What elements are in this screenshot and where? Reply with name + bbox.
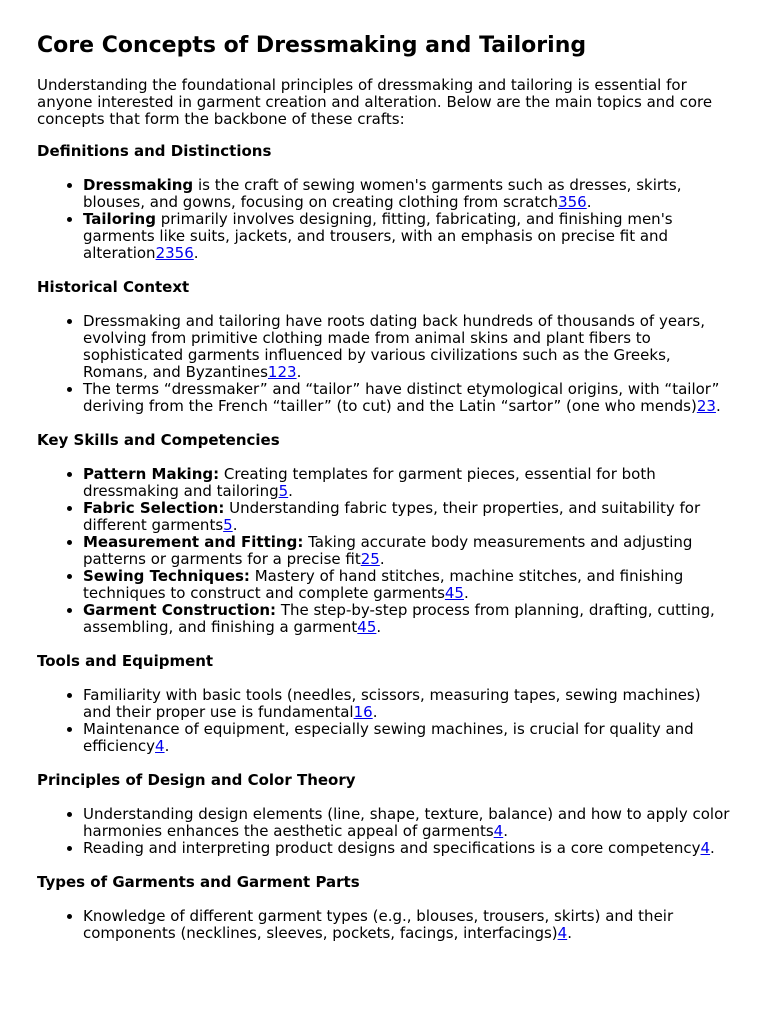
citation-link[interactable]: 4 — [557, 924, 568, 942]
list-item-punctuation: . — [372, 703, 378, 721]
citation-link[interactable]: 4 — [155, 737, 165, 755]
section-list — [37, 466, 731, 636]
list-item-punctuation: . — [463, 584, 469, 602]
citation-link[interactable]: 16 — [353, 703, 373, 721]
citation-link[interactable]: 2356 — [155, 244, 194, 262]
list-item-punctuation: . — [715, 397, 721, 415]
list-item — [83, 211, 731, 262]
list-item-text: Dressmaking and tailoring have roots dating back hundreds of thousands of years, evolving from primitive clothing made from animal skins and plant fibers to sophisticated garments influenced by various civilizations such as the Greeks, Romans, and Byzantines — [83, 312, 706, 381]
list-item-text: is the craft of sewing women's garments such as dresses, skirts, blouses, and gowns, focusing on creating clothing from scratch — [83, 176, 682, 211]
list-item-punctuation: . — [193, 244, 199, 262]
citation-link[interactable]: 4 — [700, 839, 711, 857]
list-item — [83, 806, 731, 840]
list-item — [83, 568, 731, 602]
list-item-punctuation: . — [503, 822, 508, 840]
citation-link[interactable]: 25 — [360, 550, 380, 568]
list-item-text: primarily involves designing, fitting, fabricating, and finishing men's garments like suits, jackets, and trousers, with an emphasis on precise fit and alteration — [83, 210, 673, 262]
section-list — [37, 908, 731, 942]
list-item-punctuation: . — [376, 618, 382, 636]
section-heading: Historical Context — [37, 278, 190, 296]
list-item-term: Pattern Making: — [83, 465, 220, 483]
list-item-punctuation: . — [567, 924, 572, 942]
citation-link[interactable]: 23 — [696, 397, 716, 415]
list-item — [83, 840, 731, 857]
list-item-term: Tailoring — [83, 210, 156, 228]
list-item-text: Maintenance of equipment, especially sewing machines, is crucial for quality and efficiency — [83, 720, 694, 755]
list-item — [83, 687, 731, 721]
section-list — [37, 687, 731, 755]
list-item-punctuation: . — [710, 839, 715, 857]
list-item — [83, 381, 731, 415]
list-item-text: The terms “dressmaker” and “tailor” have distinct etymological origins, with “tailor” deriving from the French “tailler” (to cut) and the Latin “sartor” (one who mends) — [83, 380, 720, 415]
list-item-term: Sewing Techniques: — [83, 567, 250, 585]
section-list — [37, 806, 731, 857]
list-item-text: The step-by-step process from planning, drafting, cutting, assembling, and finishing a garment — [83, 601, 715, 636]
citation-link[interactable]: 5 — [278, 482, 289, 500]
citation-link[interactable]: 123 — [267, 363, 297, 381]
list-item — [83, 908, 731, 942]
citation-link[interactable]: 4 — [493, 822, 504, 840]
section-heading: Principles of Design and Color Theory — [37, 771, 356, 789]
list-item-text: Reading and interpreting product designs and specifications is a core competency — [83, 839, 701, 857]
list-item — [83, 602, 731, 636]
list-item-term: Fabric Selection: — [83, 499, 225, 517]
list-item-punctuation: . — [164, 737, 170, 755]
sections-container — [37, 143, 731, 942]
list-item — [83, 177, 731, 211]
list-item — [83, 500, 731, 534]
list-item-text: Understanding design elements (line, shape, texture, balance) and how to apply color harmonies enhances the aesthetic appeal of garments — [83, 805, 730, 840]
list-item — [83, 466, 731, 500]
list-item-punctuation: . — [296, 363, 302, 381]
list-item-punctuation: . — [586, 193, 592, 211]
section-heading: Tools and Equipment — [37, 652, 214, 670]
citation-link[interactable]: 45 — [444, 584, 464, 602]
page-title: Core Concepts of Dressmaking and Tailoring — [37, 33, 587, 58]
list-item-text: Taking accurate body measurements and adjusting patterns or garments for a precise fit — [83, 533, 693, 568]
list-item — [83, 721, 731, 755]
section-heading: Types of Garments and Garment Parts — [37, 873, 360, 891]
list-item — [83, 313, 731, 381]
section-list — [37, 177, 731, 262]
citation-link[interactable]: 5 — [223, 516, 233, 534]
list-item-term: Dressmaking — [83, 176, 194, 194]
list-item-text: Mastery of hand stitches, machine stitches, and finishing techniques to construct and complete garments — [83, 567, 684, 602]
list-item-term: Measurement and Fitting: — [83, 533, 304, 551]
list-item-term: Garment Construction: — [83, 601, 277, 619]
citation-link[interactable]: 45 — [357, 618, 377, 636]
list-item-punctuation: . — [232, 516, 238, 534]
list-item-punctuation: . — [379, 550, 385, 568]
list-item-text: Knowledge of different garment types (e.g., blouses, trousers, skirts) and their components (necklines, sleeves, pockets, facings, interfacings) — [83, 907, 674, 942]
section-heading: Key Skills and Competencies — [37, 431, 280, 449]
citation-link[interactable]: 356 — [558, 193, 587, 211]
section-heading: Definitions and Distinctions — [37, 142, 272, 160]
section-list — [37, 313, 731, 415]
list-item-punctuation: . — [288, 482, 293, 500]
intro-paragraph: Understanding the foundational principles of dressmaking and tailoring is essential for anyone interested in garment creation and alteration. Below are the main topics and core concepts that form the backbone of these crafts: — [37, 76, 713, 128]
list-item-text: Creating templates for garment pieces, essential for both dressmaking and tailoring — [83, 465, 656, 500]
list-item-text: Familiarity with basic tools (needles, scissors, measuring tapes, sewing machines) and their proper use is fundamental — [83, 686, 701, 721]
list-item — [83, 534, 731, 568]
list-item-text: Understanding fabric types, their properties, and suitability for different garments — [83, 499, 701, 534]
